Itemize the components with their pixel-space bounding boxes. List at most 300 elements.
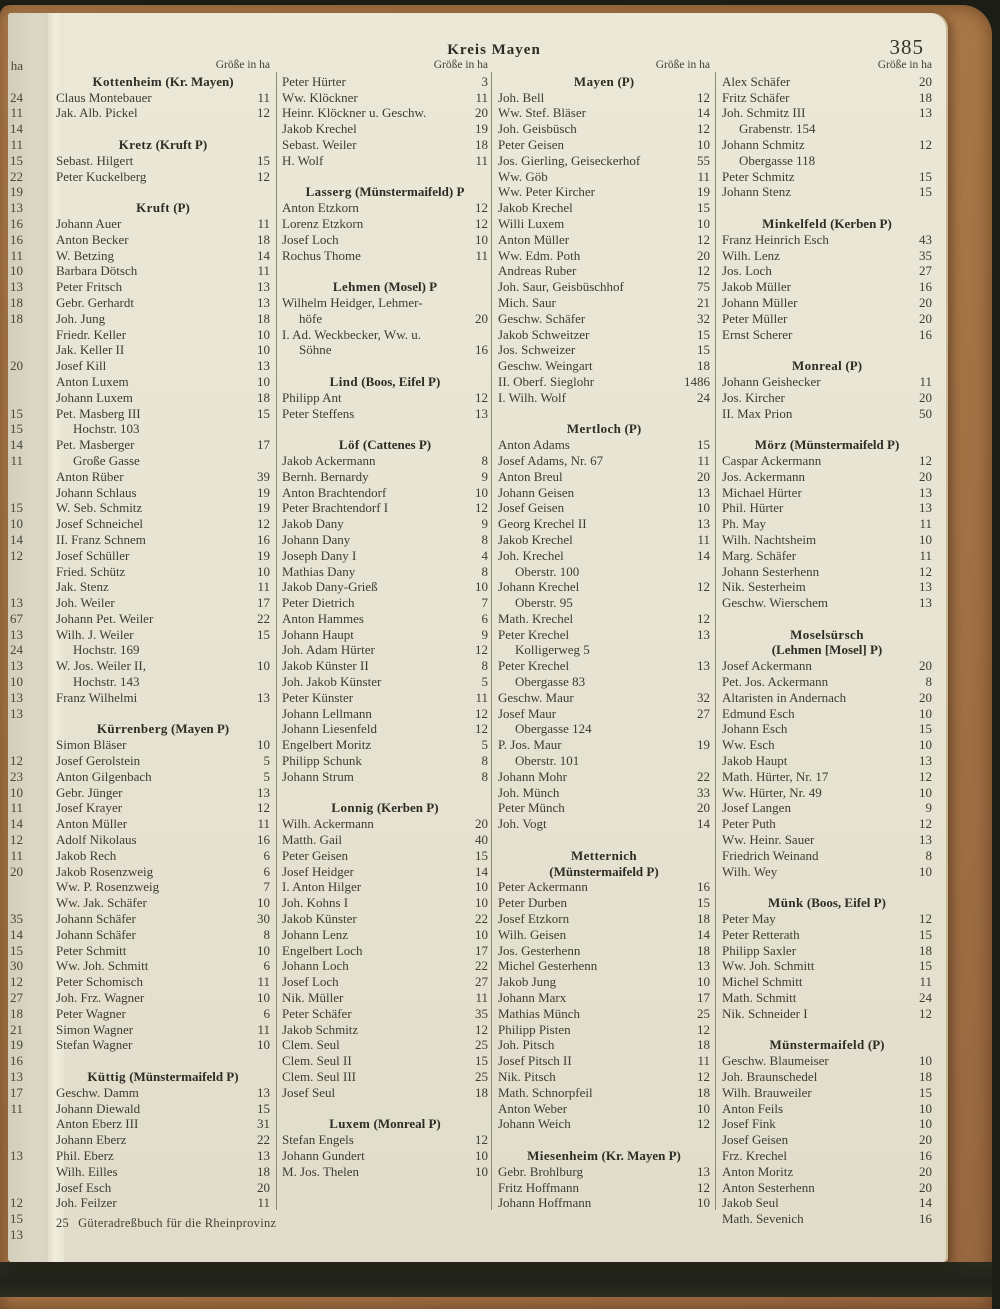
entry-size-value: 11: [475, 89, 488, 105]
directory-entry: [282, 579, 488, 595]
entry-size-value: 13: [257, 1084, 270, 1100]
entry-name: Joseph Dany I: [282, 547, 357, 563]
entry-size-value: 18: [697, 1084, 710, 1100]
town-heading-line2: (Münstermaifeld P): [549, 863, 659, 879]
town-name: Löf: [338, 437, 360, 453]
directory-entry: [498, 690, 710, 706]
town-heading: [56, 721, 270, 737]
directory-entry: [722, 1211, 932, 1227]
entry-name: Jos. Gierling, Geiseckerhof: [498, 152, 641, 168]
directory-entry: [282, 516, 488, 532]
entry-size-value: 10: [697, 1100, 710, 1116]
directory-entry: [722, 1195, 932, 1211]
entry-name: Johann Müller: [722, 294, 798, 310]
previous-page-size-value: 15: [10, 500, 23, 516]
entry-name: Philipp Ant: [282, 389, 342, 405]
entry-name: Claus Montebauer: [56, 89, 152, 105]
town-heading: [282, 184, 488, 200]
entry-name: Anton Gilgenbach: [56, 768, 152, 784]
directory-entry: [498, 327, 710, 343]
directory-entry: [282, 216, 488, 232]
previous-page-size-value: 16: [10, 1053, 23, 1069]
entry-name: Pet. Jos. Ackermann: [722, 674, 829, 690]
entry-size-value: 9: [925, 800, 932, 816]
entry-name: Jakob Krechel: [498, 200, 573, 216]
directory-entry: [498, 279, 710, 295]
entry-size-value: 10: [257, 737, 270, 753]
directory-entry: [56, 958, 270, 974]
directory-entry: [282, 1085, 488, 1101]
entry-size-value: 21: [697, 294, 710, 310]
previous-page-size-value: 11: [10, 847, 23, 863]
directory-entry: [56, 674, 270, 690]
entry-size-value: 8: [481, 768, 488, 784]
entry-name: Jos. Kircher: [722, 389, 785, 405]
directory-entry: [722, 453, 932, 469]
directory-column-1: [56, 58, 270, 1211]
entry-size-value: 20: [919, 658, 932, 674]
column-size-header: Größe in ha: [215, 59, 270, 71]
entry-size-value: 6: [263, 958, 270, 974]
entry-name: Johann Schlaus: [56, 484, 137, 500]
entry-size-value: 20: [475, 816, 488, 832]
previous-page-size-value: 22: [10, 168, 23, 184]
previous-page-size-value: 19: [10, 184, 23, 200]
town-name: Lehmen: [332, 279, 381, 295]
town-block: [498, 848, 710, 1132]
directory-entry: [56, 1006, 270, 1022]
directory-entry: [722, 153, 932, 169]
directory-entry: [56, 295, 270, 311]
town-name: Mertloch: [566, 421, 622, 437]
directory-column-2: [282, 58, 488, 1180]
entry-size-value: 6: [263, 1005, 270, 1021]
directory-entry: [722, 595, 932, 611]
directory-entry: [56, 469, 270, 485]
entry-size-value: 12: [697, 1116, 710, 1132]
directory-entry: [282, 1053, 488, 1069]
town-heading: [282, 800, 488, 816]
entry-size-value: 10: [257, 1037, 270, 1053]
directory-entry: [498, 627, 710, 643]
directory-entry: [56, 1116, 270, 1132]
entry-size-value: 15: [697, 200, 710, 216]
entry-name: Johann Gundert: [282, 1147, 365, 1163]
directory-entry: [282, 564, 488, 580]
entry-size-value: 9: [481, 516, 488, 532]
entry-name: Joh. Bell: [498, 89, 545, 105]
directory-entry: [282, 611, 488, 627]
entry-name: Ww. Edm. Poth: [498, 247, 581, 263]
entry-name: Peter Dietrich: [282, 595, 355, 611]
entry-name: Joh. Vogt: [498, 816, 547, 832]
entry-size-value: 20: [919, 1179, 932, 1195]
entry-size-value: 10: [475, 579, 488, 595]
directory-entry: [56, 879, 270, 895]
directory-entry: [282, 232, 488, 248]
entry-name: Jos. Schweizer: [498, 342, 576, 358]
entry-name: Johann Stenz: [722, 184, 791, 200]
entry-name: Johann Geisen: [498, 484, 575, 500]
entry-name: Obergasse 124: [515, 721, 592, 737]
directory-entry: [56, 927, 270, 943]
entry-size-value: 12: [697, 610, 710, 626]
directory-entry: [56, 642, 270, 658]
entry-name: Josef Gerolstein: [56, 753, 141, 769]
entry-name: Ww. Stef. Bläser: [498, 105, 586, 121]
entry-size-value: 10: [257, 373, 270, 389]
column-divider: [715, 72, 716, 1210]
town-heading: [56, 74, 270, 90]
entry-size-value: 12: [697, 231, 710, 247]
entry-size-value: 20: [697, 247, 710, 263]
book-signature-footer: [56, 1216, 276, 1231]
sheet-signature: 25: [56, 1216, 70, 1230]
directory-entry: [722, 690, 932, 706]
directory-entry: [282, 90, 488, 106]
directory-entry: [498, 674, 710, 690]
entry-name: Johann Marx: [498, 990, 567, 1006]
directory-entry: [498, 1053, 710, 1069]
entry-name: Johann Weich: [498, 1116, 571, 1132]
entry-size-value: 18: [257, 231, 270, 247]
entry-name: Ernst Scherer: [722, 326, 793, 342]
entry-name: Math. Krechel: [498, 610, 574, 626]
directory-entry: [498, 800, 710, 816]
entry-size-value: 19: [697, 184, 710, 200]
entry-name: Peter Schäfer: [282, 1005, 352, 1021]
town-heading: [722, 437, 932, 453]
entry-name: Math. Schnorpfeil: [498, 1084, 593, 1100]
directory-entry: [282, 311, 488, 327]
town-block: [282, 374, 488, 421]
town-area: (P): [842, 358, 863, 374]
entry-size-value: 12: [257, 168, 270, 184]
entry-size-value: 25: [697, 1005, 710, 1021]
entry-name: Josef Krayer: [56, 800, 123, 816]
previous-page-size-value: [8, 469, 23, 485]
directory-entry: [498, 642, 710, 658]
entry-size-value: 17: [257, 595, 270, 611]
town-name: Kürrenberg: [96, 721, 168, 737]
entry-name: Friedr. Keller: [56, 326, 127, 342]
previous-page-size-value: 10: [10, 263, 23, 279]
entry-size-value: 75: [697, 279, 710, 295]
entry-size-value: 12: [475, 642, 488, 658]
entry-size-value: 13: [475, 405, 488, 421]
entry-size-value: 11: [697, 531, 710, 547]
town-block: [722, 216, 932, 342]
entry-size-value: 12: [475, 705, 488, 721]
entry-name: II. Max Prion: [722, 405, 793, 421]
entry-name: Michael Hürter: [722, 484, 802, 500]
town-block: [56, 721, 270, 1053]
entry-size-value: 15: [919, 184, 932, 200]
entry-size-value: 20: [919, 389, 932, 405]
book-edge-shadow: [0, 1262, 992, 1297]
directory-entry: [498, 184, 710, 200]
entry-name: Anton Müller: [56, 816, 128, 832]
entry-name: Phil. Hürter: [722, 500, 784, 516]
town-area: (Kerben P): [373, 800, 439, 816]
entry-size-value: 20: [919, 1163, 932, 1179]
town-name: Miesenheim: [527, 1147, 599, 1163]
entry-size-value: 10: [919, 737, 932, 753]
entry-size-value: 15: [697, 342, 710, 358]
entry-name: Josef Esch: [56, 1179, 112, 1195]
entry-name: Wilh. Lenz: [722, 247, 780, 263]
town-name: Münstermaifeld: [769, 1037, 865, 1053]
entry-name: Adolf Nikolaus: [56, 832, 137, 848]
entry-size-value: 32: [697, 310, 710, 326]
entry-name: Ww. Hürter, Nr. 49: [722, 784, 822, 800]
directory-entry: [56, 1164, 270, 1180]
directory-entry: [498, 1195, 710, 1211]
entry-size-value: 20: [475, 105, 488, 121]
directory-entry: [56, 453, 270, 469]
previous-page-size-value: 13: [10, 1147, 23, 1163]
directory-entry: [498, 1101, 710, 1117]
entry-name: Grabenstr. 154: [739, 121, 816, 137]
directory-entry: [56, 1148, 270, 1164]
entry-size-value: 13: [257, 689, 270, 705]
entry-name: Peter Geisen: [282, 847, 349, 863]
town-name: Minkelfeld: [762, 215, 827, 231]
entry-name: Josef Etzkorn: [498, 911, 570, 927]
previous-page-size-value: [8, 564, 23, 580]
previous-page-size-value: 10: [10, 516, 23, 532]
entry-name: Jakob Ackermann: [282, 452, 376, 468]
directory-entry: [56, 516, 270, 532]
town-block: [56, 200, 270, 706]
town-block: [498, 421, 710, 832]
town-area: (Mayen P): [167, 721, 230, 737]
directory-entry: [498, 1022, 710, 1038]
entry-size-value: 12: [257, 105, 270, 121]
entry-name: Johann Liesenfeld: [282, 721, 377, 737]
entry-size-value: 10: [257, 895, 270, 911]
directory-entry: [56, 1101, 270, 1117]
directory-entry: [282, 958, 488, 974]
entry-size-value: 16: [919, 279, 932, 295]
entry-name: I. Wilh. Wolf: [498, 389, 567, 405]
column-divider: [491, 72, 492, 1210]
town-name: Metternich: [570, 847, 638, 863]
town-heading-line2: (Lehmen [Mosel] P): [771, 642, 883, 658]
entry-size-value: 18: [257, 310, 270, 326]
entry-size-value: 16: [919, 1147, 932, 1163]
directory-entry: [722, 406, 932, 422]
entry-name: Geschw. Schäfer: [498, 310, 586, 326]
entry-size-value: 55: [697, 152, 710, 168]
entry-name: Obergasse 83: [515, 674, 586, 690]
entry-name: Peter Puth: [722, 816, 776, 832]
entry-name: höfe: [299, 310, 323, 326]
previous-page-size-value: 12: [10, 974, 23, 990]
entry-size-value: 8: [925, 674, 932, 690]
previous-page-size-value: [8, 895, 23, 911]
entry-name: Engelbert Loch: [282, 942, 363, 958]
directory-entry: [282, 974, 488, 990]
entry-size-value: 25: [475, 1037, 488, 1053]
directory-entry: [722, 121, 932, 137]
directory-entry: [722, 816, 932, 832]
entry-size-value: 9: [481, 468, 488, 484]
entry-size-value: 31: [257, 1116, 270, 1132]
entry-name: Johann Haupt: [282, 626, 354, 642]
directory-entry: [282, 595, 488, 611]
previous-page-size-value: 14: [10, 121, 23, 137]
entry-name: Michel Schmitt: [722, 974, 803, 990]
entry-size-value: 12: [919, 452, 932, 468]
directory-entry: [282, 342, 488, 358]
entry-size-value: 10: [919, 705, 932, 721]
previous-page-size-value: 12: [10, 832, 23, 848]
previous-page-size-value: 13: [10, 689, 23, 705]
town-block: [56, 74, 270, 121]
town-block: [722, 1037, 932, 1227]
entry-name: Joh. Feilzer: [56, 1195, 117, 1211]
previous-page-size-value: 12: [10, 753, 23, 769]
directory-entry: [282, 642, 488, 658]
entry-size-value: 8: [481, 753, 488, 769]
entry-name: Johann Dany: [282, 531, 351, 547]
entry-size-value: 11: [257, 215, 270, 231]
directory-entry: [722, 105, 932, 121]
entry-size-value: 12: [475, 389, 488, 405]
entry-name: Peter Retterath: [722, 926, 800, 942]
directory-entry: [722, 232, 932, 248]
entry-size-value: 15: [257, 626, 270, 642]
entry-size-value: 16: [919, 326, 932, 342]
entry-name: Johann Esch: [722, 721, 788, 737]
entry-name: Philipp Pisten: [498, 1021, 571, 1037]
directory-entry: [722, 295, 932, 311]
entry-name: Johann Geishecker: [722, 373, 821, 389]
directory-entry: [56, 153, 270, 169]
entry-name: Nik. Pitsch: [498, 1069, 556, 1084]
directory-entry: [282, 500, 488, 516]
directory-entry: [498, 374, 710, 390]
directory-entry: [282, 658, 488, 674]
town-block: [722, 74, 932, 200]
directory-entry: [722, 579, 932, 595]
previous-page-size-value: 10: [10, 674, 23, 690]
directory-entry: [282, 485, 488, 501]
entry-name: Ww. Joh. Schmitt: [722, 958, 815, 974]
entry-size-value: 15: [919, 1084, 932, 1100]
entry-name: Jakob Müller: [722, 279, 791, 295]
footer-text: Güteradreßbuch für die Rheinprovinz: [78, 1216, 277, 1230]
directory-entry: [498, 500, 710, 516]
entry-name: Michel Gesterhenn: [498, 958, 598, 974]
previous-page-size-value: [8, 1180, 23, 1196]
previous-page-size-value: 14: [10, 816, 23, 832]
entry-name: Josef Langen: [722, 800, 791, 816]
entry-name: Gebr. Jünger: [56, 784, 123, 800]
entry-size-value: 13: [257, 358, 270, 374]
directory-entry: [722, 516, 932, 532]
entry-name: Peter Ackermann: [498, 879, 588, 895]
directory-entry: [722, 485, 932, 501]
directory-entry: [282, 327, 488, 343]
previous-page-size-value: 13: [10, 279, 23, 295]
entry-size-value: 13: [257, 1147, 270, 1163]
town-name: Küttig: [87, 1069, 126, 1084]
entry-name: Geschw. Damm: [56, 1084, 139, 1100]
entry-name: Wilh. Ackermann: [282, 816, 374, 832]
entry-name: Pet. Masberger: [56, 437, 135, 453]
directory-entry: [498, 1006, 710, 1022]
directory-entry: [722, 137, 932, 153]
town-area: (Kerben P): [826, 215, 892, 231]
directory-entry: [722, 390, 932, 406]
directory-entry: [722, 658, 932, 674]
directory-entry: [282, 1037, 488, 1053]
entry-name: Mich. Saur: [498, 294, 556, 310]
previous-page-size-value: 13: [10, 658, 23, 674]
directory-entry: [56, 911, 270, 927]
entry-size-value: 8: [263, 926, 270, 942]
directory-entry: [282, 879, 488, 895]
entry-size-value: 12: [257, 800, 270, 816]
town-area: (Münstermaifeld P): [125, 1069, 239, 1084]
entry-name: Jakob Künster II: [282, 658, 369, 674]
entry-size-value: 10: [475, 1147, 488, 1163]
entry-size-value: 13: [697, 958, 710, 974]
entry-name: Caspar Ackermann: [722, 452, 822, 468]
previous-page-size-value: 18: [10, 294, 23, 310]
town-name: Lasserg: [305, 184, 352, 200]
directory-entry: [498, 595, 710, 611]
entry-size-value: 12: [475, 721, 488, 737]
entry-name: I. Anton Hilger: [282, 879, 362, 895]
entry-size-value: 10: [257, 563, 270, 579]
entry-size-value: 18: [697, 358, 710, 374]
directory-entry: [498, 216, 710, 232]
entry-size-value: 12: [697, 263, 710, 279]
entry-name: Joh. Pitsch: [498, 1037, 555, 1053]
directory-entry: [56, 895, 270, 911]
town-heading: [56, 1069, 270, 1085]
directory-entry: [56, 595, 270, 611]
town-heading: [722, 1037, 932, 1053]
directory-entry: [498, 485, 710, 501]
entry-name: Jakob Rech: [56, 847, 117, 863]
directory-entry: [498, 1037, 710, 1053]
directory-entry: [722, 974, 932, 990]
entry-size-value: 7: [263, 879, 270, 895]
entry-name: Alex Schäfer: [722, 73, 791, 89]
entry-name: Johann Hoffmann: [498, 1195, 592, 1211]
entry-name: Nik. Schneider I: [722, 1005, 808, 1021]
directory-entry: [498, 958, 710, 974]
entry-name: Jakob Seul: [722, 1195, 779, 1211]
entry-name: Mathias Münch: [498, 1005, 580, 1021]
entry-name: Franz Heinrich Esch: [722, 231, 829, 247]
entry-size-value: 35: [475, 1005, 488, 1021]
entry-size-value: 24: [919, 990, 932, 1006]
town-heading: [722, 895, 932, 911]
column-size-header: Größe in ha: [877, 59, 932, 71]
entry-name: Simon Bläser: [56, 737, 127, 753]
entry-name: Joh. Weiler: [56, 595, 115, 611]
entry-size-value: 13: [919, 484, 932, 500]
directory-entry: [56, 90, 270, 106]
previous-page-size-value: 19: [10, 1037, 23, 1053]
entry-name: Anton Müller: [498, 231, 570, 247]
entry-size-value: 6: [263, 847, 270, 863]
